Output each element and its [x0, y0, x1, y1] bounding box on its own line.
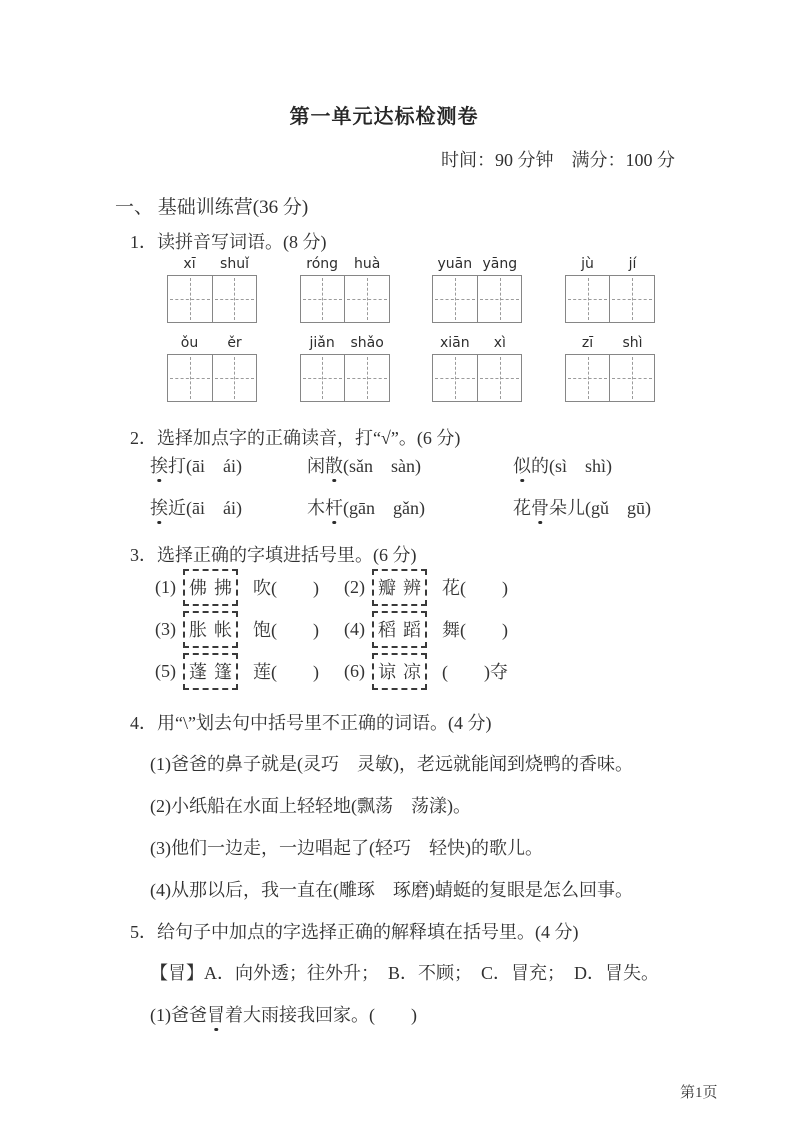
pinyin-syllable: ǒu	[180, 335, 199, 351]
item-number: (3)	[155, 618, 176, 639]
pinyin-syllable: shǎo	[350, 335, 384, 351]
char-choice-row	[155, 566, 533, 608]
item-text: 的(sì shì)	[531, 456, 612, 476]
item-number: (1)	[155, 576, 176, 597]
fill-phrase: 饱( )	[253, 620, 319, 640]
grid-cell	[301, 276, 345, 322]
writing-grid	[565, 354, 655, 402]
pronunciation-item	[307, 452, 513, 478]
char-options-box	[183, 653, 238, 690]
pinyin-syllable: shuǐ	[220, 256, 249, 272]
grid-cell	[609, 276, 654, 322]
option-char: 凉	[403, 662, 421, 682]
item-text: 近(āi ái)	[168, 498, 242, 518]
dotted-char: 散	[325, 452, 343, 478]
char-options-box	[183, 611, 238, 648]
dotted-char: 骨	[531, 494, 549, 520]
q4-heading: 4．用“\”划去句中括号里不正确的词语。(4 分)	[130, 713, 492, 733]
section-heading: 一、 基础训练营(36 分)	[115, 197, 309, 218]
pinyin-syllable: jù	[581, 256, 594, 272]
grid-cell	[566, 276, 610, 322]
time-score-info: 时间：90 分钟 满分：100 分	[441, 150, 675, 170]
writing-grid-group	[300, 335, 390, 402]
pinyin-grid-row	[167, 256, 655, 323]
pinyin-label	[300, 256, 390, 272]
dotted-char: 似	[513, 452, 531, 478]
dotted-char: 挨	[150, 494, 168, 520]
char-choice-row	[155, 650, 533, 692]
item-number: (2)	[344, 576, 365, 597]
grid-cell	[168, 355, 212, 401]
item-text: 木	[307, 498, 325, 518]
item-text: (gān gǎn)	[343, 498, 425, 518]
pinyin-syllable: zī	[581, 335, 594, 351]
char-choice-block	[155, 566, 533, 692]
option-char: 辨	[403, 578, 421, 598]
grid-cell	[344, 355, 389, 401]
q2-heading: 2．选择加点字的正确读音，打“√”。(6 分)	[130, 428, 461, 448]
q4-sentence: (3)他们一边走，一边唱起了(轻巧 轻快)的歌儿。	[150, 838, 543, 858]
grid-cell	[566, 355, 610, 401]
pinyin-syllable: xī	[183, 256, 196, 272]
writing-grid-group	[565, 335, 655, 402]
dotted-char: 杆	[325, 494, 343, 520]
page-number: 第1页	[680, 1085, 718, 1101]
fill-phrase: 花( )	[442, 578, 508, 598]
pinyin-label	[167, 335, 257, 351]
pinyin-syllable: xì	[493, 335, 506, 351]
pinyin-grid-row	[167, 335, 655, 402]
option-char: 胀	[189, 620, 207, 640]
pinyin-syllable: ěr	[227, 335, 242, 351]
q1-heading: 1．读拼音写词语。(8 分)	[130, 232, 327, 252]
writing-grid	[300, 354, 390, 402]
fill-phrase: 吹( )	[253, 578, 319, 598]
option-char: 蓬	[189, 662, 207, 682]
item-number: (4)	[344, 618, 365, 639]
item-text: (1)爸爸	[150, 1005, 207, 1025]
fill-phrase: ( )夺	[442, 662, 508, 682]
pronunciation-row	[150, 452, 695, 478]
fill-phrase: 舞( )	[442, 620, 508, 640]
option-char: 谅	[378, 662, 396, 682]
writing-grid-group	[167, 256, 257, 323]
char-options-box	[372, 569, 427, 606]
pronunciation-item	[513, 494, 695, 520]
writing-grid-group	[432, 256, 522, 323]
pinyin-syllable: róng	[306, 256, 339, 272]
grid-cell	[609, 355, 654, 401]
pinyin-syllable: jiǎn	[309, 335, 335, 351]
item-number: (6)	[344, 660, 365, 681]
pinyin-label	[432, 335, 522, 351]
grid-cell	[212, 276, 257, 322]
option-char: 拂	[214, 578, 232, 598]
writing-grid-group	[300, 256, 390, 323]
writing-grid	[432, 275, 522, 323]
char-options-box	[183, 569, 238, 606]
option-char: 帐	[214, 620, 232, 640]
page-title: 第一单元达标检测卷	[289, 106, 479, 128]
grid-cell	[168, 276, 212, 322]
option-char: 蹈	[403, 620, 421, 640]
q4-sentence: (2)小纸船在水面上轻轻地(飘荡 荡漾)。	[150, 796, 471, 816]
option-char: 篷	[214, 662, 232, 682]
q4-sentence: (4)从那以后，我一直在(雕琢 琢磨)蜻蜓的复眼是怎么回事。	[150, 880, 633, 900]
pinyin-label	[432, 256, 522, 272]
item-text: 闲	[307, 456, 325, 476]
pinyin-syllable: huà	[353, 256, 381, 272]
q5-heading: 5．给句子中加点的字选择正确的解释填在括号里。(4 分)	[130, 922, 579, 942]
item-text: 打(āi ái)	[168, 456, 242, 476]
pinyin-syllable: jí	[628, 256, 637, 272]
writing-grid	[300, 275, 390, 323]
writing-grid	[432, 354, 522, 402]
pronunciation-item	[150, 494, 307, 520]
pinyin-syllable: yāng	[482, 256, 518, 272]
grid-cell	[212, 355, 257, 401]
writing-grid	[167, 275, 257, 323]
pinyin-label	[565, 256, 655, 272]
pronunciation-item	[150, 452, 307, 478]
grid-cell	[477, 355, 522, 401]
char-options-box	[372, 611, 427, 648]
option-char: 瓣	[378, 578, 396, 598]
item-text: 朵儿(gǔ gū)	[549, 498, 651, 518]
pinyin-syllable: shì	[622, 335, 643, 351]
grid-cell	[301, 355, 345, 401]
pinyin-label	[565, 335, 655, 351]
option-char: 稻	[378, 620, 396, 640]
pronunciation-item	[307, 494, 513, 520]
dotted-char: 挨	[150, 452, 168, 478]
q3-heading: 3．选择正确的字填进括号里。(6 分)	[130, 545, 417, 565]
grid-cell	[433, 276, 477, 322]
pinyin-syllable: xiān	[439, 335, 470, 351]
item-text: 着大雨接我回家。( )	[225, 1005, 417, 1025]
q5-sentence	[150, 1001, 417, 1027]
pinyin-syllable: yuān	[437, 256, 473, 272]
fill-phrase: 莲( )	[253, 662, 319, 682]
pronunciation-item	[513, 452, 695, 478]
dotted-char: 冒	[207, 1001, 225, 1027]
grid-cell	[433, 355, 477, 401]
pinyin-label	[167, 256, 257, 272]
grid-cell	[477, 276, 522, 322]
writing-grid	[167, 354, 257, 402]
char-choice-row	[155, 608, 533, 650]
writing-grid	[565, 275, 655, 323]
item-text: 花	[513, 498, 531, 518]
writing-grid-group	[565, 256, 655, 323]
pronunciation-row	[150, 494, 695, 520]
option-char: 佛	[189, 578, 207, 598]
q5-gloss: 【冒】A．向外透；往外升； B．不顾； C．冒充； D．冒失。	[150, 963, 660, 983]
pinyin-label	[300, 335, 390, 351]
grid-cell	[344, 276, 389, 322]
char-options-box	[372, 653, 427, 690]
writing-grid-group	[432, 335, 522, 402]
q4-sentence: (1)爸爸的鼻子就是(灵巧 灵敏)，老远就能闻到烧鸭的香味。	[150, 754, 633, 774]
writing-grid-group	[167, 335, 257, 402]
item-number: (5)	[155, 660, 176, 681]
item-text: (sǎn sàn)	[343, 456, 421, 476]
